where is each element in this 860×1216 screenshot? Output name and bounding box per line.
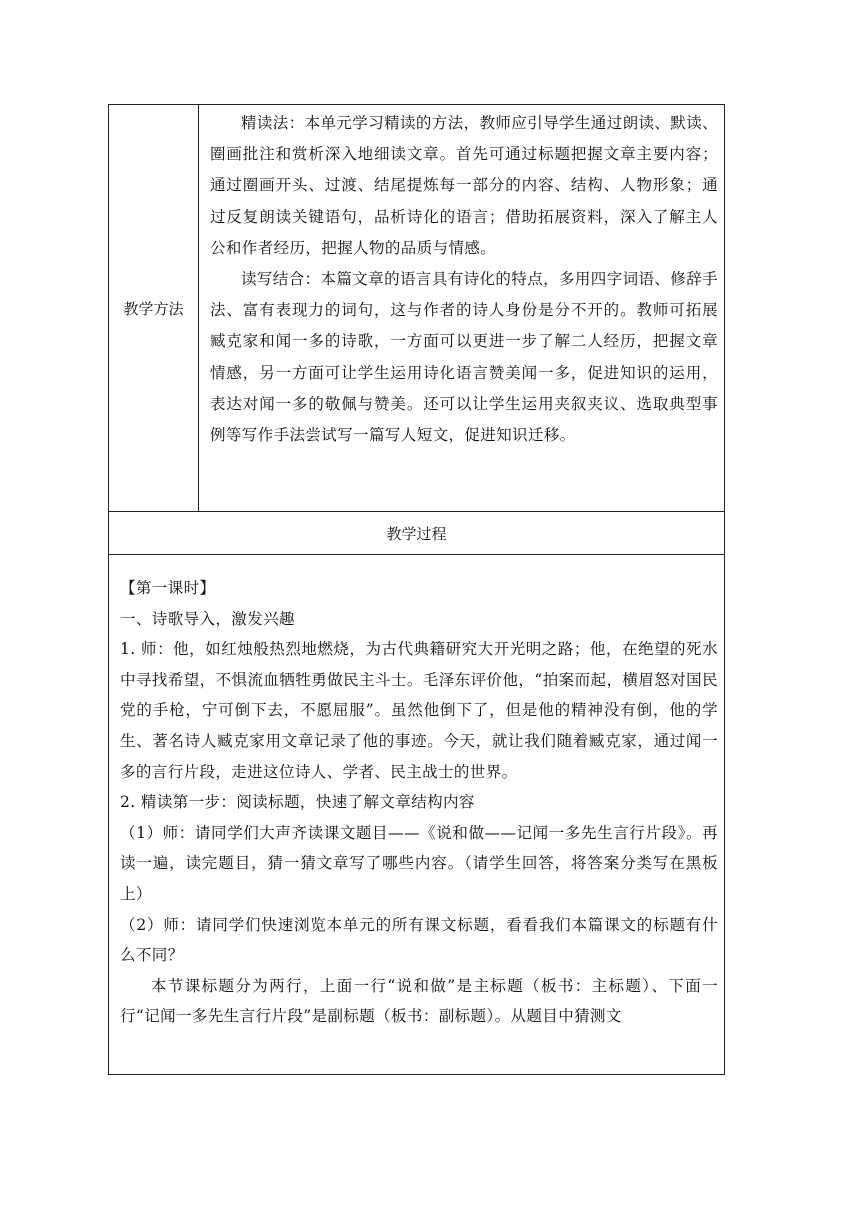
teaching-process-header-text: 教学过程 — [386, 524, 447, 543]
process-explanation: 本节课标题分为两行，上面一行“说和做”是主标题（板书：主标题）、下面一行“记闻一多先生言行片段”是副标题（板书：副标题）。从题目中猜测文 — [120, 976, 718, 1026]
teaching-method-label-text: 教学方法 — [123, 299, 184, 318]
method-paragraph-read-write: 读写结合：本篇文章的语言具有诗化的特点，多用四字词语、修辞手法、富有表现力的词句，这与作者的诗人身份是分不开的。教师可拓展臧克家和闻一多的诗歌，一方面可以更进一步了解二人经历，把握文章情感，另一方面可让学生运用诗化语言赞美闻一多，促进知识的运用，表达对闻一多的敬佩与赞美。还可以让学生运用夹叙夹议、选取典型事例等写作手法尝试写一篇写人短文，促进知识迁移。 — [210, 270, 719, 445]
teaching-method-row — [109, 105, 725, 512]
process-substep-1: （1）师：请同学们大声齐读课文题目——《说和做——记闻一多先生言行片段》。再读一遍，读完题目，猜一猜文章写了哪些内容。（请学生回答，将答案分类写在黑板上） — [120, 823, 718, 903]
teaching-method-label — [109, 105, 199, 512]
process-substep-2: （2）师：请同学们快速浏览本单元的所有课文标题，看看我们本篇课文的标题有什么不同？ — [120, 915, 718, 965]
teaching-process-row — [109, 555, 725, 1075]
method-paragraph-close-reading: 精读法：本单元学习精读的方法，教师应引导学生通过朗读、默读、圈画批注和赏析深入地细读文章。首先可通过标题把握文章主要内容；通过圈画开头、过渡、结尾提炼每一部分的内容、结构、人物形象；通过反复朗读关键语句，品析诗化的语言；借助拓展资料，深入了解主人公和作者经历，把握人物的品质与情感。 — [210, 114, 719, 257]
process-step-2: 2. 精读第一步：阅读标题，快速了解文章结构内容 — [120, 793, 475, 812]
process-step-1: 1. 师：他，如红烛般热烈地燃烧，为古代典籍研究大开光明之路；他，在绝望的死水中寻找希望，不惧流血牺牲勇做民主斗士。毛泽东评价他，“拍案而起，横眉怒对国民党的手枪，宁可倒下去，不愿屈服”。虽然他倒下了，但是他的精神没有倒，他的学生、著名诗人臧克家用文章记录了他的事迹。今天，就让我们随着臧克家，通过闻一多的言行片段，走进这位诗人、学者、民主战士的世界。 — [120, 640, 718, 781]
teaching-process-header — [109, 512, 725, 555]
teaching-process-content — [109, 555, 725, 1075]
process-section-heading: 一、诗歌导入，激发兴趣 — [120, 609, 295, 628]
process-lesson-heading: 【第一课时】 — [120, 579, 216, 597]
teaching-process-header-row — [109, 512, 725, 555]
lesson-plan-table — [108, 104, 725, 1075]
teaching-method-content — [199, 105, 725, 512]
